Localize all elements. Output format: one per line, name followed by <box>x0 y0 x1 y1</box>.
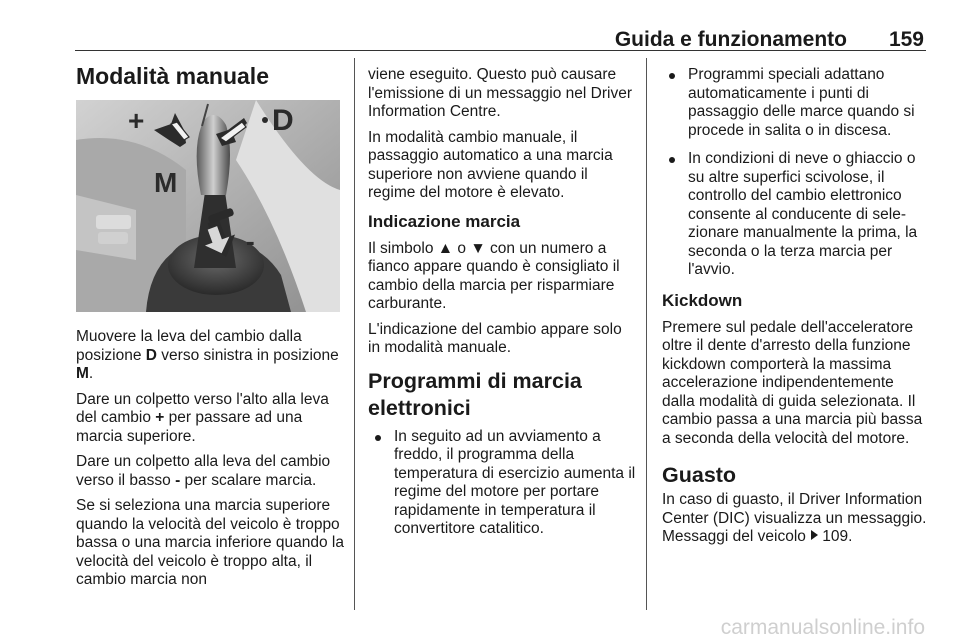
figure-minus-label: - <box>246 226 255 256</box>
column-divider-right <box>646 58 647 610</box>
paragraph-message: viene eseguito. Questo può causare l'emissione di un messaggio nel Driver Information Centre. <box>368 66 632 120</box>
column-divider-left <box>354 58 355 610</box>
paragraph-move-lever: Muovere la leva del cambio dalla posizione D verso sinistra in posizione M. <box>76 328 339 382</box>
paragraph-downshift: Dare un colpetto alla leva del cambio verso il basso - per scalare marcia. <box>76 453 331 489</box>
paragraph-gear-symbol: Il simbolo ▲ o ▼ con un numero a fianco appare quando è consigliato il cambio della marcia per risparmiare carburante. <box>368 239 620 312</box>
column-3 <box>662 66 930 554</box>
paragraph-gear-limit: Se si seleziona una marcia superiore quando la velocità del veicolo è troppo bassa o una marcia inferiore quando la velocità del veicolo è troppo alta, il cambio marcia non <box>76 497 344 588</box>
list-item-winter-mode: In condizioni di neve o ghiaccio o su altre superfici scivolose, il controllo del cambio elettronico consente al conducente di selezionare manualmente la prima, la seconda o la terza marcia per l'avvio. <box>662 150 930 280</box>
column-1-text <box>76 328 344 597</box>
page-number: 159 <box>888 28 924 51</box>
figure-drive-label: D <box>272 104 294 137</box>
programs-list-continued <box>662 66 930 280</box>
page-reference-icon <box>811 530 818 540</box>
paragraph-fault: In caso di guasto, il Driver Information Center (DIC) visualizza un messaggio. Messaggi del veicolo 109. <box>662 491 927 545</box>
column-2 <box>368 66 638 549</box>
heading-electronic-programs: Programmi di marcia elettronici <box>368 368 582 420</box>
figure-manual-label: M <box>154 167 178 198</box>
heading-fault: Guasto <box>662 463 737 487</box>
page-reference-link[interactable]: 109. <box>822 528 853 545</box>
section-title: Guida e funzionamento <box>614 28 847 51</box>
heading-gear-indication: Indicazione marcia <box>368 211 521 231</box>
paragraph-manual-only: L'indicazione del cambio appare solo in modalità manuale. <box>368 320 622 356</box>
list-item-adaptive-programs: Programmi speciali adattano automaticamente i punti di passaggio delle marce quando si procede in salita o in discesa. <box>662 66 930 140</box>
gear-lever-figure <box>76 100 340 312</box>
figure-plus-label: + <box>128 105 145 136</box>
paragraph-upshift: Dare un colpetto verso l'alto alla leva del cambio + per passare ad una marcia superiore. <box>76 390 329 445</box>
watermark: carmanualsonline.info <box>720 616 925 639</box>
programs-list <box>368 428 638 539</box>
heading-manual-mode: Modalità manuale <box>76 63 269 89</box>
list-item-cold-start: In seguito ad un avviamento a freddo, il programma della temperatura di esercizio aumenta il regime del motore per portare rapidamente in temperatura il convertitore catalitico. <box>368 428 638 539</box>
header-rule <box>75 50 926 51</box>
paragraph-kickdown: Premere sul pedale dell'acceleratore oltre il dente d'arresto della funzione kickdown comporterà la massima accelerazione indipendentemente dalla modalità di guida selezionata. Il cambio passa a una marcia più bassa a seconda della velocità del motore. <box>662 318 923 447</box>
column-1 <box>76 63 342 100</box>
heading-kickdown: Kickdown <box>662 290 743 310</box>
paragraph-no-auto-upshift: In modalità cambio manuale, il passaggio automatico a una marcia superiore non avviene quando il regime del motore è elevato. <box>368 128 613 201</box>
